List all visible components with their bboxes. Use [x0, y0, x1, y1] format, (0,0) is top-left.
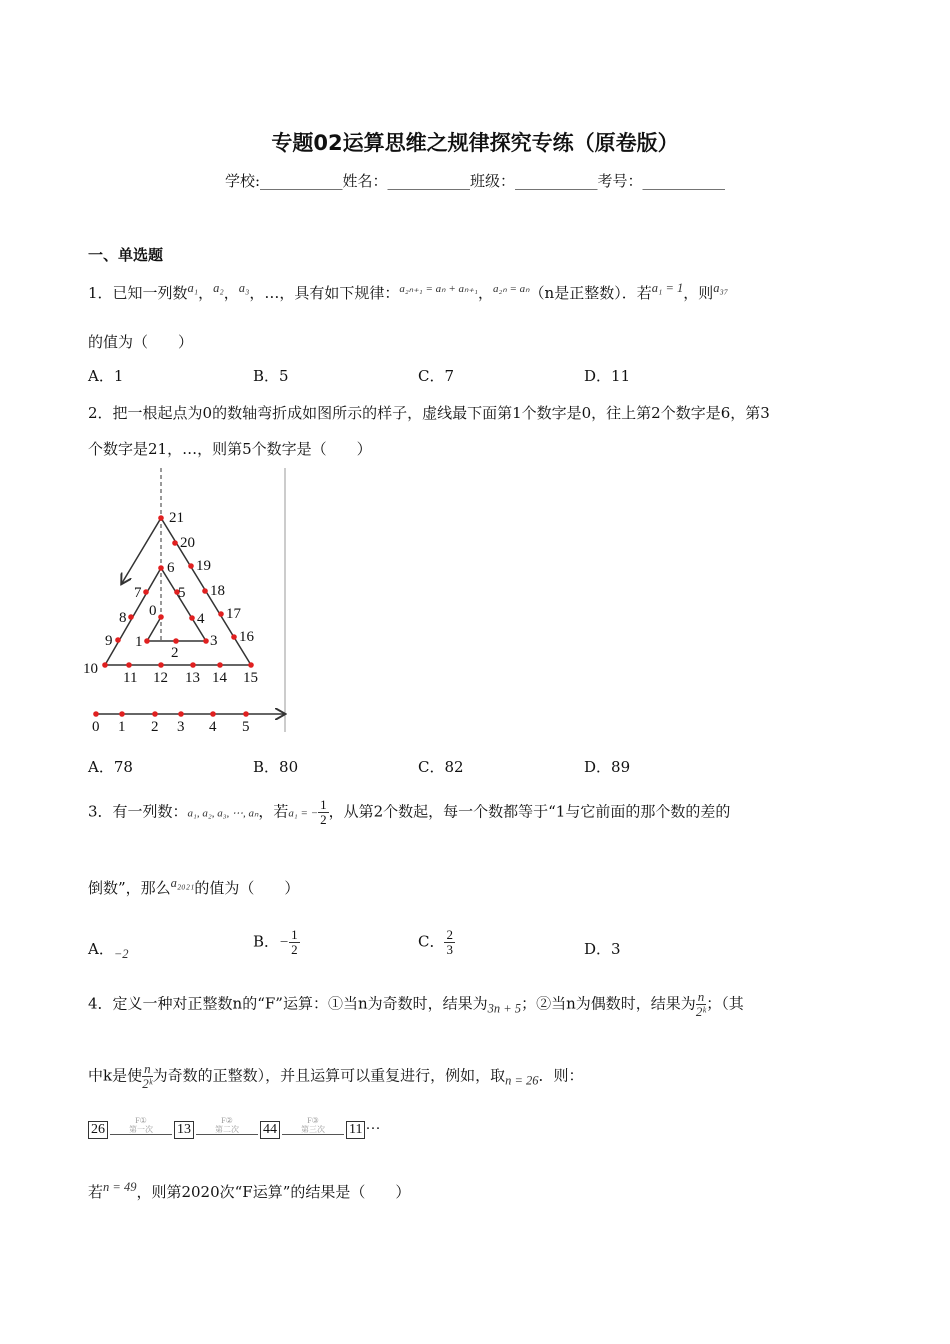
question-1: 1．已知一列数$^{a_1}$，$^{a_2}$，$^{a_3}$，…，具有如下规律：$^{a_{2n+1} = a_n + a_{n+1}}$，$^{a_{2n} = a_n}$（n是正整数）．若$^{a_1 = 1}$，则$^{a_{37}}$ [88, 281, 729, 302]
fraction [289, 928, 300, 957]
q4-text: 中k是使 [88, 1066, 143, 1085]
math: a₁, a₂, a₃, ⋯, aₙ [187, 807, 259, 820]
point-dot [172, 540, 178, 546]
q3-text: 倒数”，那么 [88, 879, 171, 897]
math: a₁ = − [288, 807, 319, 820]
axis-dot [93, 711, 99, 717]
q1-option-d[interactable]: D．11 [584, 367, 631, 385]
q4-text: ，则第2020次“F运算”的结果是（ ） [136, 1183, 411, 1201]
point-label: 10 [83, 661, 98, 677]
flow-step: 第三次 [301, 1125, 325, 1134]
q2-option-d[interactable]: D．89 [584, 758, 631, 776]
point-dot [231, 634, 237, 640]
question-3-cont [88, 876, 299, 898]
numerator: 1 [291, 927, 298, 942]
point-label: 1 [135, 634, 143, 650]
point-label: 2 [171, 645, 179, 661]
option-label: C． [418, 932, 445, 951]
q3-text: 的值为（ ） [194, 879, 300, 897]
option-label: A． [88, 940, 114, 958]
q4-text: 为奇数的正整数），并且运算可以重复进行，例如，取 [152, 1066, 506, 1085]
fraction [318, 798, 329, 827]
flow-value: 13 [174, 1121, 194, 1139]
flow-op: F① [135, 1116, 147, 1125]
q3-text: ，从第2个数起，每一个数都等于“1与它前面的那个数的差的 [328, 802, 731, 821]
point-label: 19 [196, 558, 211, 574]
fraction [696, 990, 707, 1019]
option-label: B． [253, 932, 280, 951]
question-3 [88, 798, 730, 827]
fraction [142, 1062, 153, 1091]
point-dot [126, 662, 132, 668]
q1-option-b[interactable]: B．5 [253, 367, 289, 385]
axis-dot [119, 711, 125, 717]
q2-option-b[interactable]: B．80 [253, 758, 299, 776]
axis-dot [243, 711, 249, 717]
point-dot [203, 638, 209, 644]
point-label: 17 [226, 606, 241, 622]
q3-option-c[interactable] [418, 928, 455, 957]
axis-label: 2 [151, 719, 159, 735]
numerator: 2 [446, 927, 453, 942]
q1-text: （n是正整数）．若 [529, 284, 652, 302]
point-label: 21 [169, 510, 184, 526]
flow-op: F② [221, 1116, 233, 1125]
point-dot [188, 563, 194, 569]
q2-text: 个数字是21，…，则第5个数字是（ ） [88, 440, 372, 458]
f-operation-flow [88, 1116, 381, 1139]
flow-step: 第一次 [129, 1125, 153, 1134]
flow-value: 11 [346, 1121, 365, 1139]
math: a₂ₙ₊₁ = aₙ + aₙ₊₁ [399, 283, 479, 295]
point-label: 8 [119, 610, 127, 626]
denominator: 2ᵏ [142, 1076, 153, 1091]
axis-label: 5 [242, 719, 250, 735]
point-dot [115, 637, 121, 643]
q4-text: ．则： [538, 1066, 584, 1085]
flow-value: 26 [88, 1121, 108, 1139]
question-4-ask [88, 1180, 410, 1202]
q3-option-b[interactable] [253, 928, 300, 957]
q4-text: ；②当n为偶数时，结果为 [521, 994, 696, 1013]
q4-text: 4．定义一种对正整数n的“F”运算：①当n为奇数时，结果为 [88, 994, 488, 1013]
point-dot [173, 638, 179, 644]
fraction [444, 928, 455, 957]
denominator: 2ᵏ [695, 1004, 707, 1019]
numerator: 1 [320, 797, 327, 812]
point-dot [190, 662, 196, 668]
math: a₂ₙ = aₙ [493, 283, 530, 295]
q2-text: 2．把一根起点为0的数轴弯折成如图所示的样子，虚线最下面第1个数字是0，往上第2个数字是6，第3 [88, 404, 770, 422]
point-label: 11 [123, 670, 138, 686]
q4-text: 若 [88, 1183, 104, 1201]
point-label: 13 [185, 670, 200, 686]
q1-option-c[interactable]: C．7 [418, 367, 455, 385]
q3-text: ，若 [258, 802, 289, 821]
numerator: n [144, 1061, 151, 1076]
math: a₂ [213, 281, 224, 295]
math: a₂₀₂₁ [170, 876, 195, 890]
point-dot [158, 662, 164, 668]
math: n = 49 [103, 1180, 137, 1194]
q2-option-c[interactable]: C．82 [418, 758, 464, 776]
section-heading: 一、单选题 [88, 246, 164, 264]
flow-value: 44 [260, 1121, 280, 1139]
point-dot [158, 515, 164, 521]
axis-dot [210, 711, 216, 717]
math: a₃₇ [713, 281, 729, 295]
q3-option-a[interactable] [88, 938, 129, 962]
denominator: 2 [291, 942, 298, 957]
axis-dot [178, 711, 184, 717]
point-label: 3 [210, 633, 218, 649]
point-dot [144, 638, 150, 644]
point-label: 5 [178, 585, 186, 601]
flow-op: F③ [307, 1116, 319, 1125]
math: a₁ = 1 [651, 281, 684, 295]
q1-text: ，则 [683, 284, 714, 302]
math: a₁ [187, 281, 199, 295]
point-label: 4 [197, 611, 205, 627]
axis-label: 4 [209, 719, 217, 735]
page-title: 专题02运算思维之规律探究专练（原卷版） [271, 131, 679, 155]
flow-arrow [110, 1116, 172, 1135]
numerator: n [697, 989, 705, 1004]
ellipsis: ··· [365, 1120, 381, 1137]
axis-label: 1 [118, 719, 126, 735]
math: a₃ [238, 281, 250, 295]
denominator: 2 [320, 812, 327, 827]
q3-text: 3．有一列数： [88, 802, 188, 821]
point-label: 7 [134, 585, 142, 601]
q3-option-d[interactable]: D．3 [584, 940, 621, 958]
point-dot [218, 611, 224, 617]
point-dot [217, 662, 223, 668]
student-info-line: 学校:___________姓名：___________班级：___________考号：___________ [224, 172, 726, 190]
point-dot [158, 565, 164, 571]
point-dot [128, 614, 134, 620]
q2-option-a[interactable]: A．78 [88, 758, 133, 776]
math: −2 [113, 947, 129, 961]
math: 3n + 5 [487, 1001, 522, 1016]
point-label: 12 [153, 670, 168, 686]
flow-arrow [282, 1116, 344, 1135]
axis-label: 3 [177, 719, 185, 735]
point-dot [202, 588, 208, 594]
point-label: 9 [105, 633, 113, 649]
point-dot [102, 662, 108, 668]
point-label: 15 [243, 670, 258, 686]
point-label: 20 [180, 535, 195, 551]
point-label: 18 [210, 583, 225, 599]
q1-text: ，…，具有如下规律： [249, 284, 400, 302]
flow-step: 第二次 [215, 1125, 239, 1134]
flow-arrow [196, 1116, 258, 1135]
q1-text: 的值为（ ） [88, 333, 194, 351]
point-label: 14 [212, 670, 227, 686]
math: n = 26 [505, 1073, 539, 1088]
point-dot [143, 589, 149, 595]
q1-text: 1．已知一列数 [88, 284, 188, 302]
denominator: 3 [446, 942, 453, 957]
axis-dot [152, 711, 158, 717]
question-4-cont [88, 1062, 584, 1091]
point-dot [158, 614, 164, 620]
q1-option-a[interactable]: A．1 [88, 367, 124, 385]
point-label: 0 [149, 603, 157, 619]
point-label: 6 [167, 560, 175, 576]
axis-label: 0 [92, 719, 100, 735]
q4-text: ；（其 [706, 994, 744, 1013]
question-4 [88, 990, 744, 1019]
point-dot [189, 615, 195, 621]
point-label: 16 [239, 629, 254, 645]
point-dot [248, 662, 254, 668]
math: − [279, 934, 290, 951]
